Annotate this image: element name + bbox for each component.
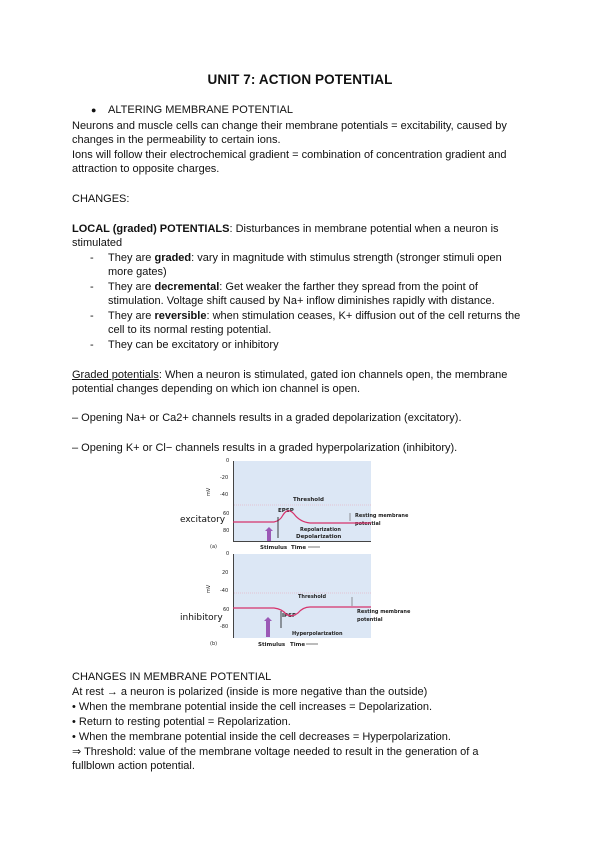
list-item-cont: cell to its normal resting potential. [108,324,272,336]
paragraph-line: • When the membrane potential inside the cell increases = Depolarization. [72,701,433,713]
dash-bullet: - [90,339,94,351]
paragraph-line: attraction to opposite charges. [72,163,220,175]
changes-heading: CHANGES: [72,193,130,205]
paragraph-line: ⇒ Threshold: value of the membrane voltage needed to result in the generation of a [72,746,479,758]
list-item-cont: more gates) [108,266,167,278]
paragraph-line: stimulated [72,237,123,249]
section-heading: ALTERING MEMBRANE POTENTIAL [108,104,293,116]
inhibitory-label: inhibitory [180,613,223,623]
paragraph-line: Ions will follow their electrochemical gradient = combination of concentration gradient and [72,149,507,161]
paragraph-line: • Return to resting potential = Repolarization. [72,716,291,728]
graded-potential-figure: 0 -20 -40 60 80 mV excitatory (a) Threshold EPSP Resting membrane potential Repolarization Depolarization Stimulus Time 0 20 -40 60 -80 mV inhibitory (b) Threshold IPSP Resting membrane potential Hyperpolarization Stimulus Time [170,455,430,655]
list-item: They are graded: vary in magnitude with stimulus strength (stronger stimuli open [108,252,502,264]
paragraph-line: • When the membrane potential inside the cell decreases = Hyperpolarization. [72,731,451,743]
paragraph-line: At rest → a neuron is polarized (inside is more negative than the outside) [72,686,428,698]
list-item-cont: stimulation. Voltage shift caused by Na+ inflow diminishes rapidly with distance. [108,295,495,307]
bold-term: LOCAL (graded) POTENTIALS [72,223,230,235]
dash-bullet: - [90,252,94,264]
page-title: UNIT 7: ACTION POTENTIAL [207,72,393,87]
paragraph-line: fullblown action potential. [72,760,195,772]
list-item: They are decremental: Get weaker the farther they spread from the point of [108,281,478,293]
paragraph-line: potential changes depending on which ion channel is open. [72,383,361,395]
local-potentials-definition: LOCAL (graded) POTENTIALS: Disturbances in membrane potential when a neuron is [72,223,499,235]
paragraph-line: changes in the permeability to certain ions. [72,134,281,146]
graded-definition: Graded potentials: When a neuron is stimulated, gated ion channels open, the membrane [72,369,508,381]
underlined-term: Graded potentials [72,369,159,381]
potential-traces [170,455,430,655]
excitatory-label: excitatory [180,515,226,525]
hyperpolarization-line: – Opening K+ or Cl− channels results in a graded hyperpolarization (inhibitory). [72,442,458,454]
depolarization-line: – Opening Na+ or Ca2+ channels results in a graded depolarization (excitatory). [72,412,462,424]
list-item: They can be excitatory or inhibitory [108,339,279,351]
dash-bullet: - [90,281,94,293]
bullet-icon: ● [91,105,97,115]
membrane-heading: CHANGES IN MEMBRANE POTENTIAL [72,671,272,683]
paragraph-line: Neurons and muscle cells can change their membrane potentials = excitability, caused by [72,120,507,132]
list-item: They are reversible: when stimulation ceases, K+ diffusion out of the cell returns the [108,310,521,322]
dash-bullet: - [90,310,94,322]
